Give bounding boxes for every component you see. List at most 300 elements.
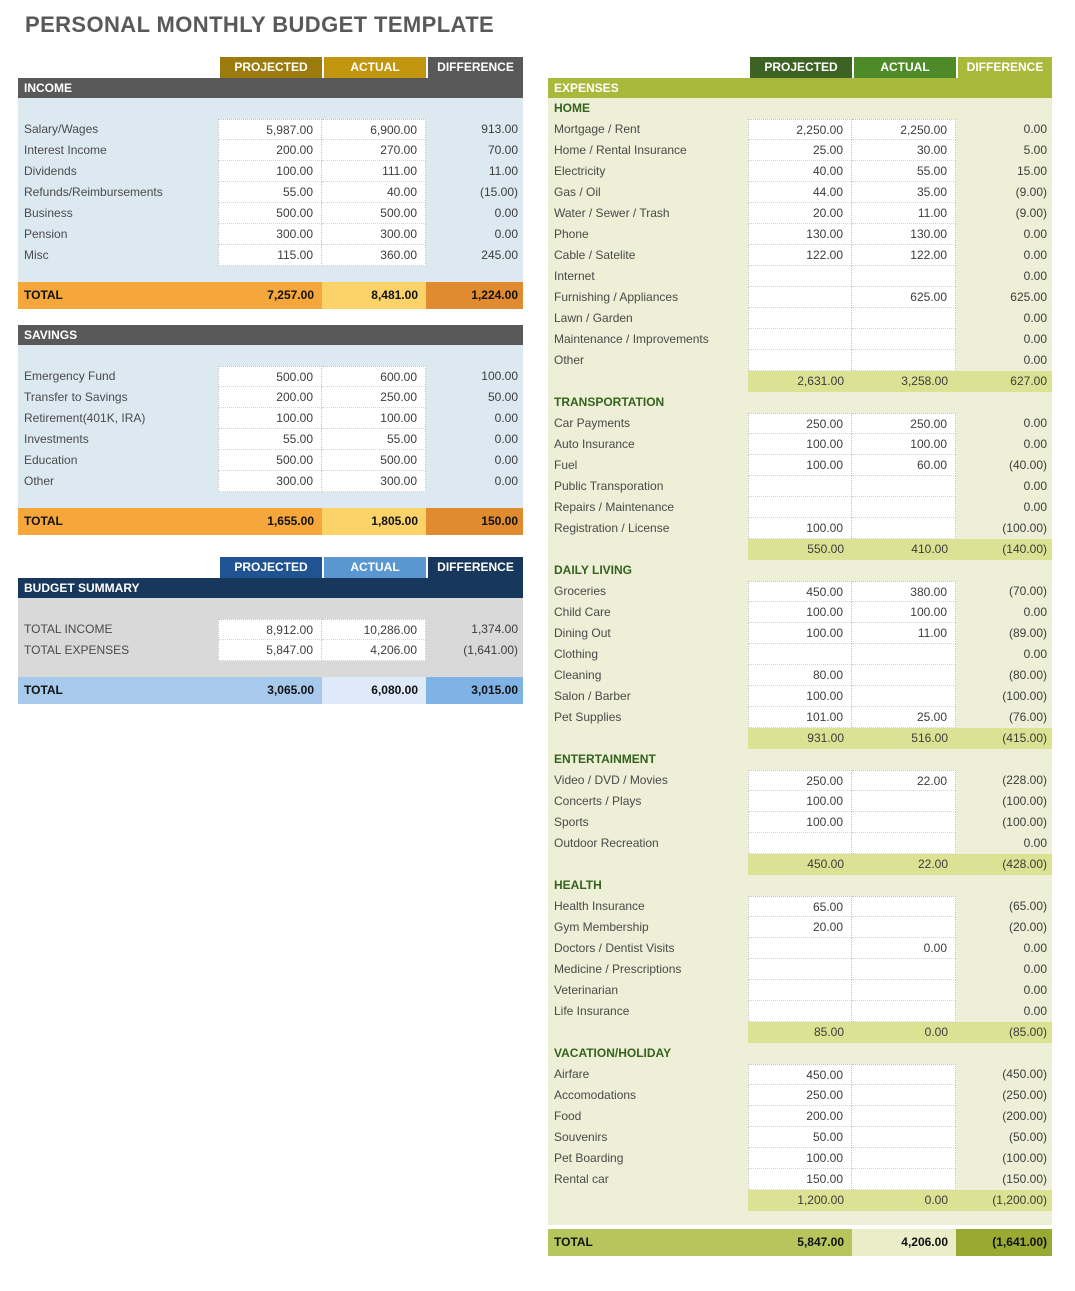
projected-cell[interactable]: 450.00 (748, 581, 852, 602)
table-row (18, 119, 523, 140)
projected-cell[interactable]: 100.00 (748, 518, 852, 539)
difference-cell: 0.00 (1023, 332, 1047, 346)
projected-cell[interactable]: 100.00 (218, 161, 322, 182)
income-actual-header: ACTUAL (322, 57, 426, 78)
subtotal-projected-value: 1,200.00 (748, 1190, 852, 1211)
difference-cell: 0.00 (1023, 962, 1047, 976)
expenses-column (548, 57, 1052, 1256)
projected-cell[interactable]: 80.00 (748, 665, 852, 686)
actual-cell[interactable] (852, 497, 956, 518)
income-difference-header: DIFFERENCE (426, 57, 523, 78)
row-label: Salary/Wages (24, 122, 99, 136)
projected-cell[interactable] (748, 1001, 852, 1022)
subtotal-projected-value: 85.00 (748, 1022, 852, 1043)
actual-cell[interactable]: 500.00 (322, 203, 426, 224)
total-actual-value: 1,805.00 (322, 508, 426, 535)
projected-cell[interactable]: 100.00 (748, 602, 852, 623)
projected-cell[interactable]: 130.00 (748, 224, 852, 245)
actual-cell[interactable]: 6,900.00 (322, 119, 426, 140)
actual-cell[interactable]: 35.00 (852, 182, 956, 203)
actual-cell[interactable] (852, 959, 956, 980)
actual-cell[interactable]: 270.00 (322, 140, 426, 161)
row-label: Life Insurance (554, 1004, 630, 1018)
actual-cell[interactable]: 360.00 (322, 245, 426, 266)
subtotal-projected-value: 2,631.00 (748, 371, 852, 392)
actual-cell[interactable] (852, 476, 956, 497)
section-subtotal-row (548, 728, 1052, 749)
projected-cell[interactable]: 300.00 (218, 224, 322, 245)
spacer (18, 598, 523, 619)
subtotal-actual-value: 410.00 (852, 539, 956, 560)
table-row (548, 707, 1052, 728)
expenses-actual-header: ACTUAL (852, 57, 956, 78)
actual-cell[interactable]: 100.00 (852, 434, 956, 455)
row-label: Clothing (554, 647, 599, 661)
projected-cell[interactable] (748, 476, 852, 497)
actual-cell[interactable]: 130.00 (852, 224, 956, 245)
table-row (548, 1169, 1052, 1190)
table-row (548, 602, 1052, 623)
row-label: Health Insurance (554, 899, 645, 913)
row-label: Interest Income (24, 143, 107, 157)
table-row (548, 308, 1052, 329)
row-label: Home / Rental Insurance (554, 143, 687, 157)
actual-cell[interactable]: 250.00 (322, 387, 426, 408)
savings-rows (18, 366, 523, 492)
table-row (548, 476, 1052, 497)
row-label: Dividends (24, 164, 77, 178)
table-row (548, 1064, 1052, 1085)
expense-sections (548, 98, 1052, 1211)
difference-cell: 0.00 (1023, 437, 1047, 451)
subtotal-spacer (548, 854, 748, 875)
row-label: Car Payments (554, 416, 631, 430)
row-label: Dining Out (554, 626, 611, 640)
projected-cell[interactable]: 150.00 (748, 1169, 852, 1190)
difference-cell: 5.00 (1023, 143, 1047, 157)
difference-cell: 0.00 (494, 453, 518, 467)
income-body (18, 98, 523, 309)
subtotal-spacer (548, 1022, 748, 1043)
projected-cell[interactable]: 300.00 (218, 471, 322, 492)
projected-cell[interactable] (748, 938, 852, 959)
total-label: TOTAL (18, 282, 218, 309)
header-spacer (18, 557, 218, 578)
difference-cell: (100.00) (1002, 1151, 1047, 1165)
actual-cell[interactable] (852, 329, 956, 350)
subtotal-difference-value: (428.00) (956, 854, 1052, 875)
projected-cell[interactable] (748, 308, 852, 329)
table-row (548, 1127, 1052, 1148)
total-difference-value: 3,015.00 (426, 677, 523, 704)
actual-cell[interactable]: 300.00 (322, 471, 426, 492)
row-label: Public Transporation (554, 479, 664, 493)
actual-cell[interactable] (852, 791, 956, 812)
difference-cell: 15.00 (1016, 164, 1047, 178)
table-row (548, 518, 1052, 539)
projected-cell[interactable]: 450.00 (748, 1064, 852, 1085)
expenses-section-header: EXPENSES (548, 78, 1052, 98)
actual-cell[interactable] (852, 980, 956, 1001)
income-column-headers (18, 57, 523, 78)
actual-cell[interactable]: 500.00 (322, 450, 426, 471)
expense-section-header: ENTERTAINMENT (554, 752, 656, 766)
expenses-difference-header: DIFFERENCE (956, 57, 1052, 78)
table-row (548, 287, 1052, 308)
table-row (18, 182, 523, 203)
difference-cell: (450.00) (1002, 1067, 1047, 1081)
difference-cell: 0.00 (1023, 248, 1047, 262)
table-row (548, 434, 1052, 455)
actual-cell[interactable]: 40.00 (322, 182, 426, 203)
projected-cell[interactable]: 500.00 (218, 366, 322, 387)
income-section-header: INCOME (18, 78, 523, 98)
total-projected-value: 1,655.00 (218, 508, 322, 535)
table-row (548, 497, 1052, 518)
projected-cell[interactable]: 25.00 (748, 140, 852, 161)
total-difference-value: 150.00 (426, 508, 523, 535)
subtotal-projected-value: 550.00 (748, 539, 852, 560)
summary-projected-header: PROJECTED (218, 557, 322, 578)
actual-cell[interactable]: 625.00 (852, 287, 956, 308)
difference-cell: (70.00) (1008, 584, 1047, 598)
expense-section-header: TRANSPORTATION (554, 395, 665, 409)
projected-cell[interactable]: 250.00 (748, 1085, 852, 1106)
projected-cell[interactable] (748, 329, 852, 350)
difference-cell: 0.00 (494, 474, 518, 488)
row-label: Phone (554, 227, 589, 241)
row-label: Business (24, 206, 73, 220)
difference-cell: 0.00 (1023, 836, 1047, 850)
projected-cell[interactable]: 5,847.00 (218, 640, 322, 661)
row-label: Medicine / Prescriptions (554, 962, 682, 976)
difference-cell: (40.00) (1008, 458, 1047, 472)
actual-cell[interactable]: 11.00 (852, 203, 956, 224)
table-row (548, 980, 1052, 1001)
row-label: Concerts / Plays (554, 794, 642, 808)
budget-summary-rows (18, 619, 523, 661)
difference-cell: 0.00 (1023, 122, 1047, 136)
savings-body (18, 345, 523, 535)
difference-cell: (9.00) (1015, 185, 1047, 199)
table-row (18, 408, 523, 429)
subtotal-difference-value: (140.00) (956, 539, 1052, 560)
actual-cell[interactable] (852, 917, 956, 938)
projected-cell[interactable]: 122.00 (748, 245, 852, 266)
actual-cell[interactable] (852, 1106, 956, 1127)
row-label: Pet Supplies (554, 710, 622, 724)
total-actual-value: 6,080.00 (322, 677, 426, 704)
subtotal-actual-value: 516.00 (852, 728, 956, 749)
projected-cell[interactable]: 100.00 (748, 686, 852, 707)
difference-cell: 0.00 (1023, 500, 1047, 514)
total-label: TOTAL (18, 508, 218, 535)
difference-cell: (65.00) (1008, 899, 1047, 913)
actual-cell[interactable] (852, 812, 956, 833)
expense-section-header: VACATION/HOLIDAY (554, 1046, 672, 1060)
actual-cell[interactable] (852, 308, 956, 329)
difference-cell: 0.00 (1023, 647, 1047, 661)
actual-cell[interactable] (852, 665, 956, 686)
row-label: Pet Boarding (554, 1151, 624, 1165)
difference-cell: (76.00) (1008, 710, 1047, 724)
header-spacer (548, 57, 748, 78)
actual-cell[interactable]: 2,250.00 (852, 119, 956, 140)
projected-cell[interactable]: 50.00 (748, 1127, 852, 1148)
difference-cell: (80.00) (1008, 668, 1047, 682)
actual-cell[interactable]: 380.00 (852, 581, 956, 602)
table-row (548, 161, 1052, 182)
actual-cell[interactable]: 4,206.00 (322, 640, 426, 661)
actual-cell[interactable]: 55.00 (322, 429, 426, 450)
projected-cell[interactable]: 500.00 (218, 450, 322, 471)
table-row (548, 455, 1052, 476)
difference-cell: (15.00) (479, 185, 518, 199)
actual-cell[interactable] (852, 518, 956, 539)
total-projected-value: 7,257.00 (218, 282, 322, 309)
table-row (18, 224, 523, 245)
table-row (548, 203, 1052, 224)
projected-cell[interactable]: 250.00 (748, 770, 852, 791)
projected-cell[interactable]: 100.00 (748, 455, 852, 476)
projected-cell[interactable] (748, 497, 852, 518)
projected-cell[interactable] (748, 980, 852, 1001)
subtotal-difference-value: (1,200.00) (956, 1190, 1052, 1211)
actual-cell[interactable]: 100.00 (852, 602, 956, 623)
subtotal-actual-value: 0.00 (852, 1022, 956, 1043)
row-label: Other (554, 353, 585, 367)
projected-cell[interactable]: 100.00 (748, 623, 852, 644)
section-subtotal-row (548, 854, 1052, 875)
difference-cell: 0.00 (494, 411, 518, 425)
spacer (18, 492, 523, 508)
row-label: Souvenirs (554, 1130, 608, 1144)
difference-cell: (100.00) (1002, 815, 1047, 829)
savings-section-header: SAVINGS (18, 325, 523, 345)
difference-cell: 0.00 (1023, 269, 1047, 283)
projected-cell[interactable]: 55.00 (218, 182, 322, 203)
income-total-row (18, 282, 523, 309)
row-label: Repairs / Maintenance (554, 500, 675, 514)
row-label: Sports (554, 815, 589, 829)
actual-cell[interactable]: 0.00 (852, 938, 956, 959)
row-label: Fuel (554, 458, 578, 472)
table-row (18, 429, 523, 450)
actual-cell[interactable]: 30.00 (852, 140, 956, 161)
expense-section-header: DAILY LIVING (554, 563, 633, 577)
actual-cell[interactable] (852, 1148, 956, 1169)
actual-cell[interactable] (852, 1169, 956, 1190)
table-row (18, 640, 523, 661)
projected-cell[interactable]: 200.00 (218, 140, 322, 161)
table-row (18, 471, 523, 492)
table-row (548, 140, 1052, 161)
actual-cell[interactable]: 10,286.00 (322, 619, 426, 640)
difference-cell: (100.00) (1002, 794, 1047, 808)
actual-cell[interactable] (852, 1085, 956, 1106)
projected-cell[interactable]: 44.00 (748, 182, 852, 203)
row-label: Auto Insurance (554, 437, 635, 451)
actual-cell[interactable]: 600.00 (322, 366, 426, 387)
projected-cell[interactable]: 100.00 (748, 791, 852, 812)
projected-cell[interactable]: 100.00 (748, 1148, 852, 1169)
total-difference-value: 1,224.00 (426, 282, 523, 309)
projected-cell[interactable]: 200.00 (748, 1106, 852, 1127)
actual-cell[interactable]: 111.00 (322, 161, 426, 182)
section-subtotal-row (548, 1190, 1052, 1211)
difference-cell: (100.00) (1002, 521, 1047, 535)
projected-cell[interactable] (748, 959, 852, 980)
table-row (548, 665, 1052, 686)
table-row (548, 1106, 1052, 1127)
actual-cell[interactable] (852, 1001, 956, 1022)
expense-section-header: HEALTH (554, 878, 602, 892)
projected-cell[interactable]: 55.00 (218, 429, 322, 450)
projected-cell[interactable] (748, 266, 852, 287)
actual-cell[interactable] (852, 1127, 956, 1148)
difference-cell: (89.00) (1008, 626, 1047, 640)
subtotal-spacer (548, 539, 748, 560)
row-label: Groceries (554, 584, 607, 598)
projected-cell[interactable]: 20.00 (748, 917, 852, 938)
projected-cell[interactable]: 100.00 (218, 408, 322, 429)
actual-cell[interactable] (852, 644, 956, 665)
projected-cell[interactable] (748, 833, 852, 854)
row-label: Gym Membership (554, 920, 649, 934)
projected-cell[interactable]: 100.00 (748, 812, 852, 833)
spacer (18, 266, 523, 282)
row-label: Outdoor Recreation (554, 836, 659, 850)
projected-cell[interactable]: 40.00 (748, 161, 852, 182)
projected-cell[interactable] (748, 350, 852, 371)
income-savings-column (18, 57, 523, 704)
table-row (548, 917, 1052, 938)
total-label: TOTAL (18, 677, 218, 704)
actual-cell[interactable] (852, 266, 956, 287)
expenses-body (548, 98, 1052, 1225)
projected-cell[interactable]: 2,250.00 (748, 119, 852, 140)
row-label: Lawn / Garden (554, 311, 633, 325)
actual-cell[interactable]: 122.00 (852, 245, 956, 266)
actual-cell[interactable] (852, 1064, 956, 1085)
row-label: Pension (24, 227, 68, 241)
total-projected-value: 3,065.00 (218, 677, 322, 704)
projected-cell[interactable] (748, 287, 852, 308)
difference-cell: 0.00 (1023, 311, 1047, 325)
actual-cell[interactable]: 250.00 (852, 413, 956, 434)
projected-cell[interactable]: 8,912.00 (218, 619, 322, 640)
row-label: Mortgage / Rent (554, 122, 641, 136)
actual-cell[interactable]: 55.00 (852, 161, 956, 182)
total-projected-value: 5,847.00 (748, 1229, 852, 1256)
table-row (18, 619, 523, 640)
difference-cell: (200.00) (1002, 1109, 1047, 1123)
projected-cell[interactable]: 500.00 (218, 203, 322, 224)
row-label: Airfare (554, 1067, 590, 1081)
row-label: Emergency Fund (24, 369, 116, 383)
spacer (18, 535, 523, 557)
row-label: Video / DVD / Movies (554, 773, 668, 787)
table-row (548, 182, 1052, 203)
projected-cell[interactable] (748, 644, 852, 665)
spacer (18, 345, 523, 366)
table-row (18, 366, 523, 387)
projected-cell[interactable]: 101.00 (748, 707, 852, 728)
table-row (548, 833, 1052, 854)
actual-cell[interactable]: 11.00 (852, 623, 956, 644)
row-label: Electricity (554, 164, 606, 178)
section-subtotal-row (548, 371, 1052, 392)
actual-cell[interactable] (852, 896, 956, 917)
actual-cell[interactable]: 60.00 (852, 455, 956, 476)
row-label: Cleaning (554, 668, 602, 682)
row-label: Doctors / Dentist Visits (554, 941, 675, 955)
difference-cell: (228.00) (1002, 773, 1047, 787)
summary-difference-header: DIFFERENCE (426, 557, 523, 578)
table-row (548, 581, 1052, 602)
table-row (548, 938, 1052, 959)
difference-cell: 625.00 (1010, 290, 1047, 304)
actual-cell[interactable]: 100.00 (322, 408, 426, 429)
difference-cell: (50.00) (1008, 1130, 1047, 1144)
table-row (18, 245, 523, 266)
actual-cell[interactable]: 25.00 (852, 707, 956, 728)
projected-cell[interactable]: 65.00 (748, 896, 852, 917)
page-title: PERSONAL MONTHLY BUDGET TEMPLATE (25, 12, 495, 37)
row-label: TOTAL EXPENSES (24, 643, 130, 657)
subtotal-spacer (548, 371, 748, 392)
projected-cell[interactable]: 250.00 (748, 413, 852, 434)
row-label: Internet (554, 269, 595, 283)
row-label: Accomodations (554, 1088, 637, 1102)
projected-cell[interactable]: 115.00 (218, 245, 322, 266)
table-row (548, 686, 1052, 707)
actual-cell[interactable]: 22.00 (852, 770, 956, 791)
subtotal-spacer (548, 728, 748, 749)
difference-cell: 50.00 (487, 390, 518, 404)
projected-cell[interactable]: 200.00 (218, 387, 322, 408)
difference-cell: (1,641.00) (463, 643, 518, 657)
difference-cell: 11.00 (488, 164, 518, 178)
row-label: Food (554, 1109, 582, 1123)
actual-cell[interactable]: 300.00 (322, 224, 426, 245)
actual-cell[interactable] (852, 686, 956, 707)
row-label: Veterinarian (554, 983, 619, 997)
projected-cell[interactable]: 100.00 (748, 434, 852, 455)
section-subtotal-row (548, 539, 1052, 560)
spacer (548, 1211, 1052, 1225)
projected-cell[interactable]: 5,987.00 (218, 119, 322, 140)
budget-summary-total-row (18, 677, 523, 704)
difference-cell: 70.00 (487, 143, 518, 157)
difference-cell: 0.00 (494, 227, 518, 241)
table-row (548, 1148, 1052, 1169)
savings-total-row (18, 508, 523, 535)
table-row (548, 1085, 1052, 1106)
table-row (548, 791, 1052, 812)
expense-section-header: HOME (554, 101, 590, 115)
projected-cell[interactable]: 20.00 (748, 203, 852, 224)
total-label: TOTAL (548, 1229, 748, 1256)
difference-cell: (250.00) (1002, 1088, 1047, 1102)
row-label: Salon / Barber (554, 689, 631, 703)
budget-summary-section-header: BUDGET SUMMARY (18, 578, 523, 598)
difference-cell: 0.00 (1023, 479, 1047, 493)
actual-cell[interactable] (852, 833, 956, 854)
difference-cell: 0.00 (1023, 941, 1047, 955)
row-label: Cable / Satelite (554, 248, 636, 262)
actual-cell[interactable] (852, 350, 956, 371)
